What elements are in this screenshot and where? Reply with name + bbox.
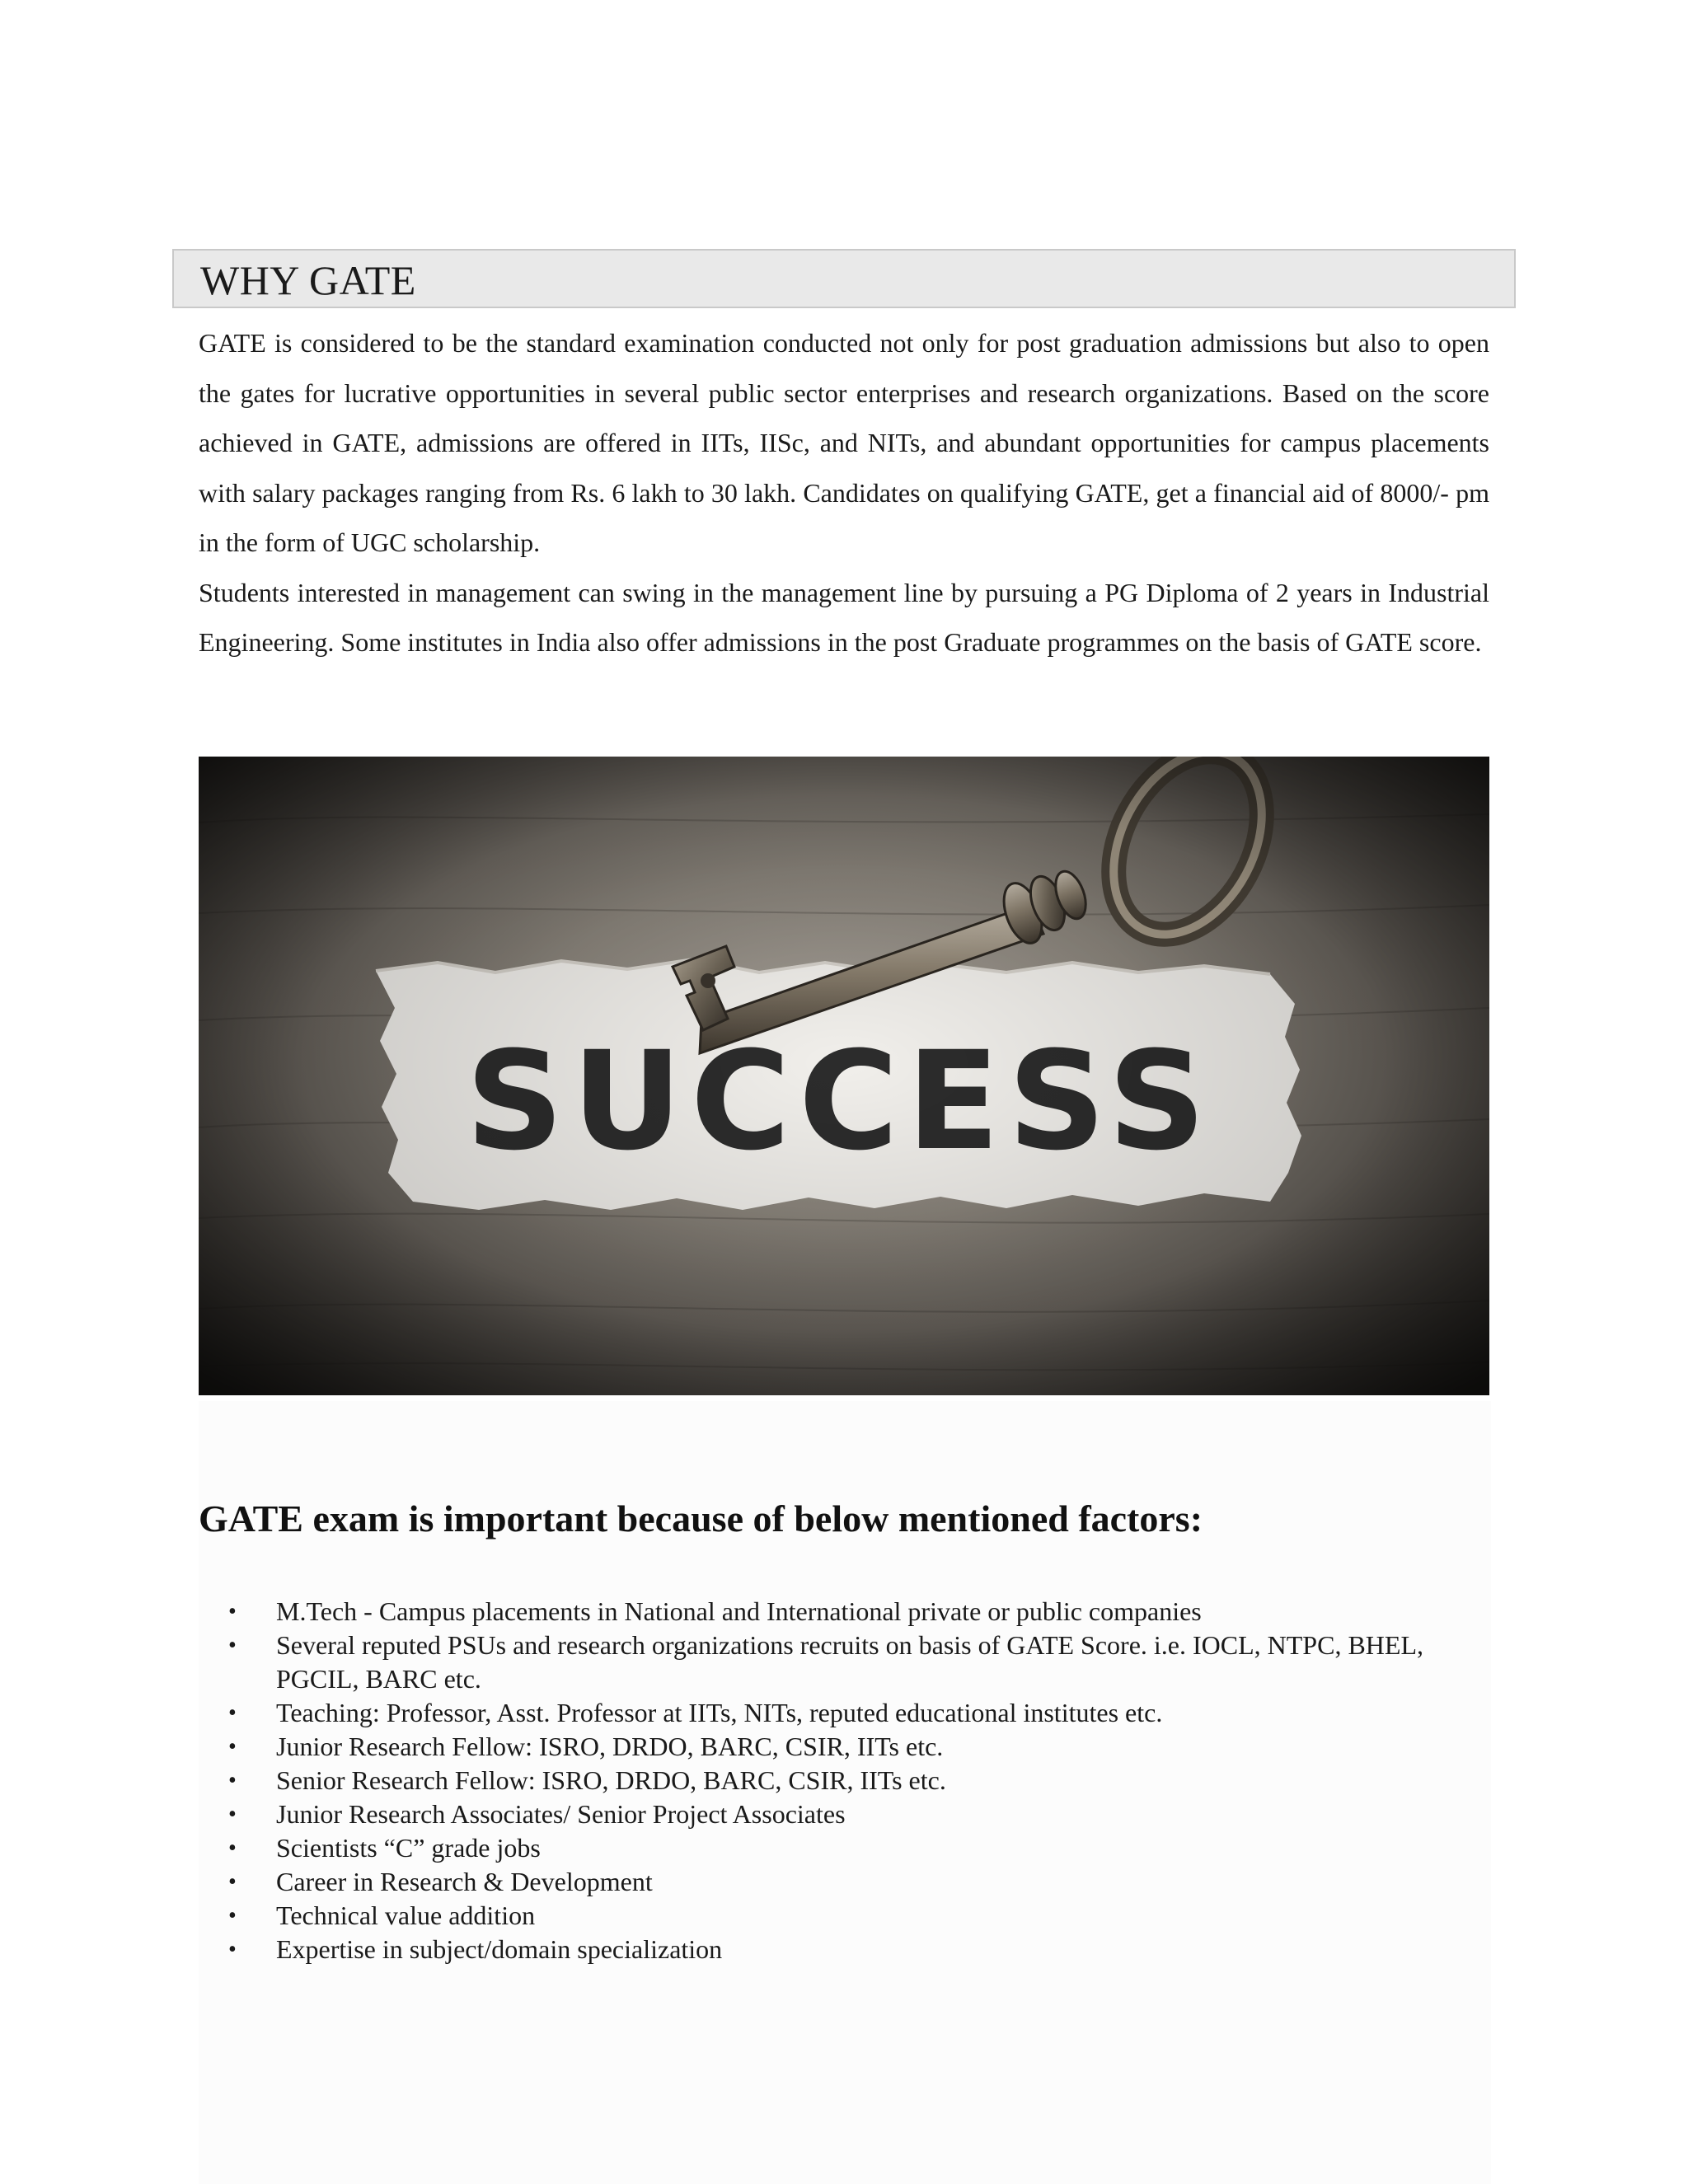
list-item-text: M.Tech - Campus placements in National and International private or public companies [276,1596,1202,1626]
factors-list [199,1595,1484,1966]
bullet-icon: • [228,1869,237,1895]
bullet-icon: • [228,1700,237,1726]
bullet-icon: • [228,1734,237,1760]
bullet-icon: • [228,1937,237,1962]
section-title: WHY GATE [200,257,416,303]
bullet-icon: • [228,1802,237,1827]
list-item [199,1831,1484,1865]
list-item [199,1933,1484,1966]
list-item [199,1797,1484,1831]
bullet-icon: • [228,1599,237,1624]
list-item-text: Expertise in subject/domain specialization [276,1934,723,1964]
list-item-text: Teaching: Professor, Asst. Professor at IITs, NITs, reputed educational institutes etc. [276,1698,1163,1727]
bullet-icon: • [228,1768,237,1793]
list-item-text: Junior Research Associates/ Senior Project Associates [276,1799,846,1829]
intro-paragraph: Students interested in management can swing in the management line by pursuing a PG Diploma of 2 years in Industrial Engineering. Some institutes in India also offer admissions in the post Graduate programmes on the basis of GATE score. [199,577,1489,657]
list-item [199,1865,1484,1899]
bullet-icon: • [228,1903,237,1929]
list-item-text: Technical value addition [276,1900,536,1930]
success-key-image [199,757,1489,1395]
list-item [199,1764,1484,1797]
list-item [199,1595,1484,1629]
list-item-text: Senior Research Fellow: ISRO, DRDO, BARC, CSIR, IITs etc. [276,1765,946,1795]
list-item [199,1730,1484,1764]
bullet-icon: • [228,1835,237,1861]
list-item-text: Several reputed PSUs and research organizations recruits on basis of GATE Score. i.e. IOCL, NTPC, BHEL, PGCIL, BARC etc. [276,1630,1423,1694]
list-item [199,1629,1484,1696]
bullet-icon: • [228,1633,237,1658]
list-item-text: Junior Research Fellow: ISRO, DRDO, BARC, CSIR, IITs etc. [276,1732,944,1761]
intro-paragraph: GATE is considered to be the standard examination conducted not only for post graduation admissions but also to open the gates for lucrative opportunities in several public sector enterprises and research organizations. Based on the score achieved in GATE, admissions are offered in IITs, IISc, and NITs, and abundant opportunities for campus placements with salary packages ranging from Rs. 6 lakh to 30 lakh. Candidates on qualifying GATE, get a financial aid of 8000/- pm in the form of UGC scholarship. [199,328,1489,557]
factors-heading: GATE exam is important because of below mentioned factors: [199,1497,1203,1540]
intro-text [199,318,1489,668]
section-header-bar [172,249,1516,308]
list-item [199,1899,1484,1933]
list-item [199,1696,1484,1730]
list-item-text: Scientists “C” grade jobs [276,1833,541,1863]
list-item-text: Career in Research & Development [276,1867,653,1896]
